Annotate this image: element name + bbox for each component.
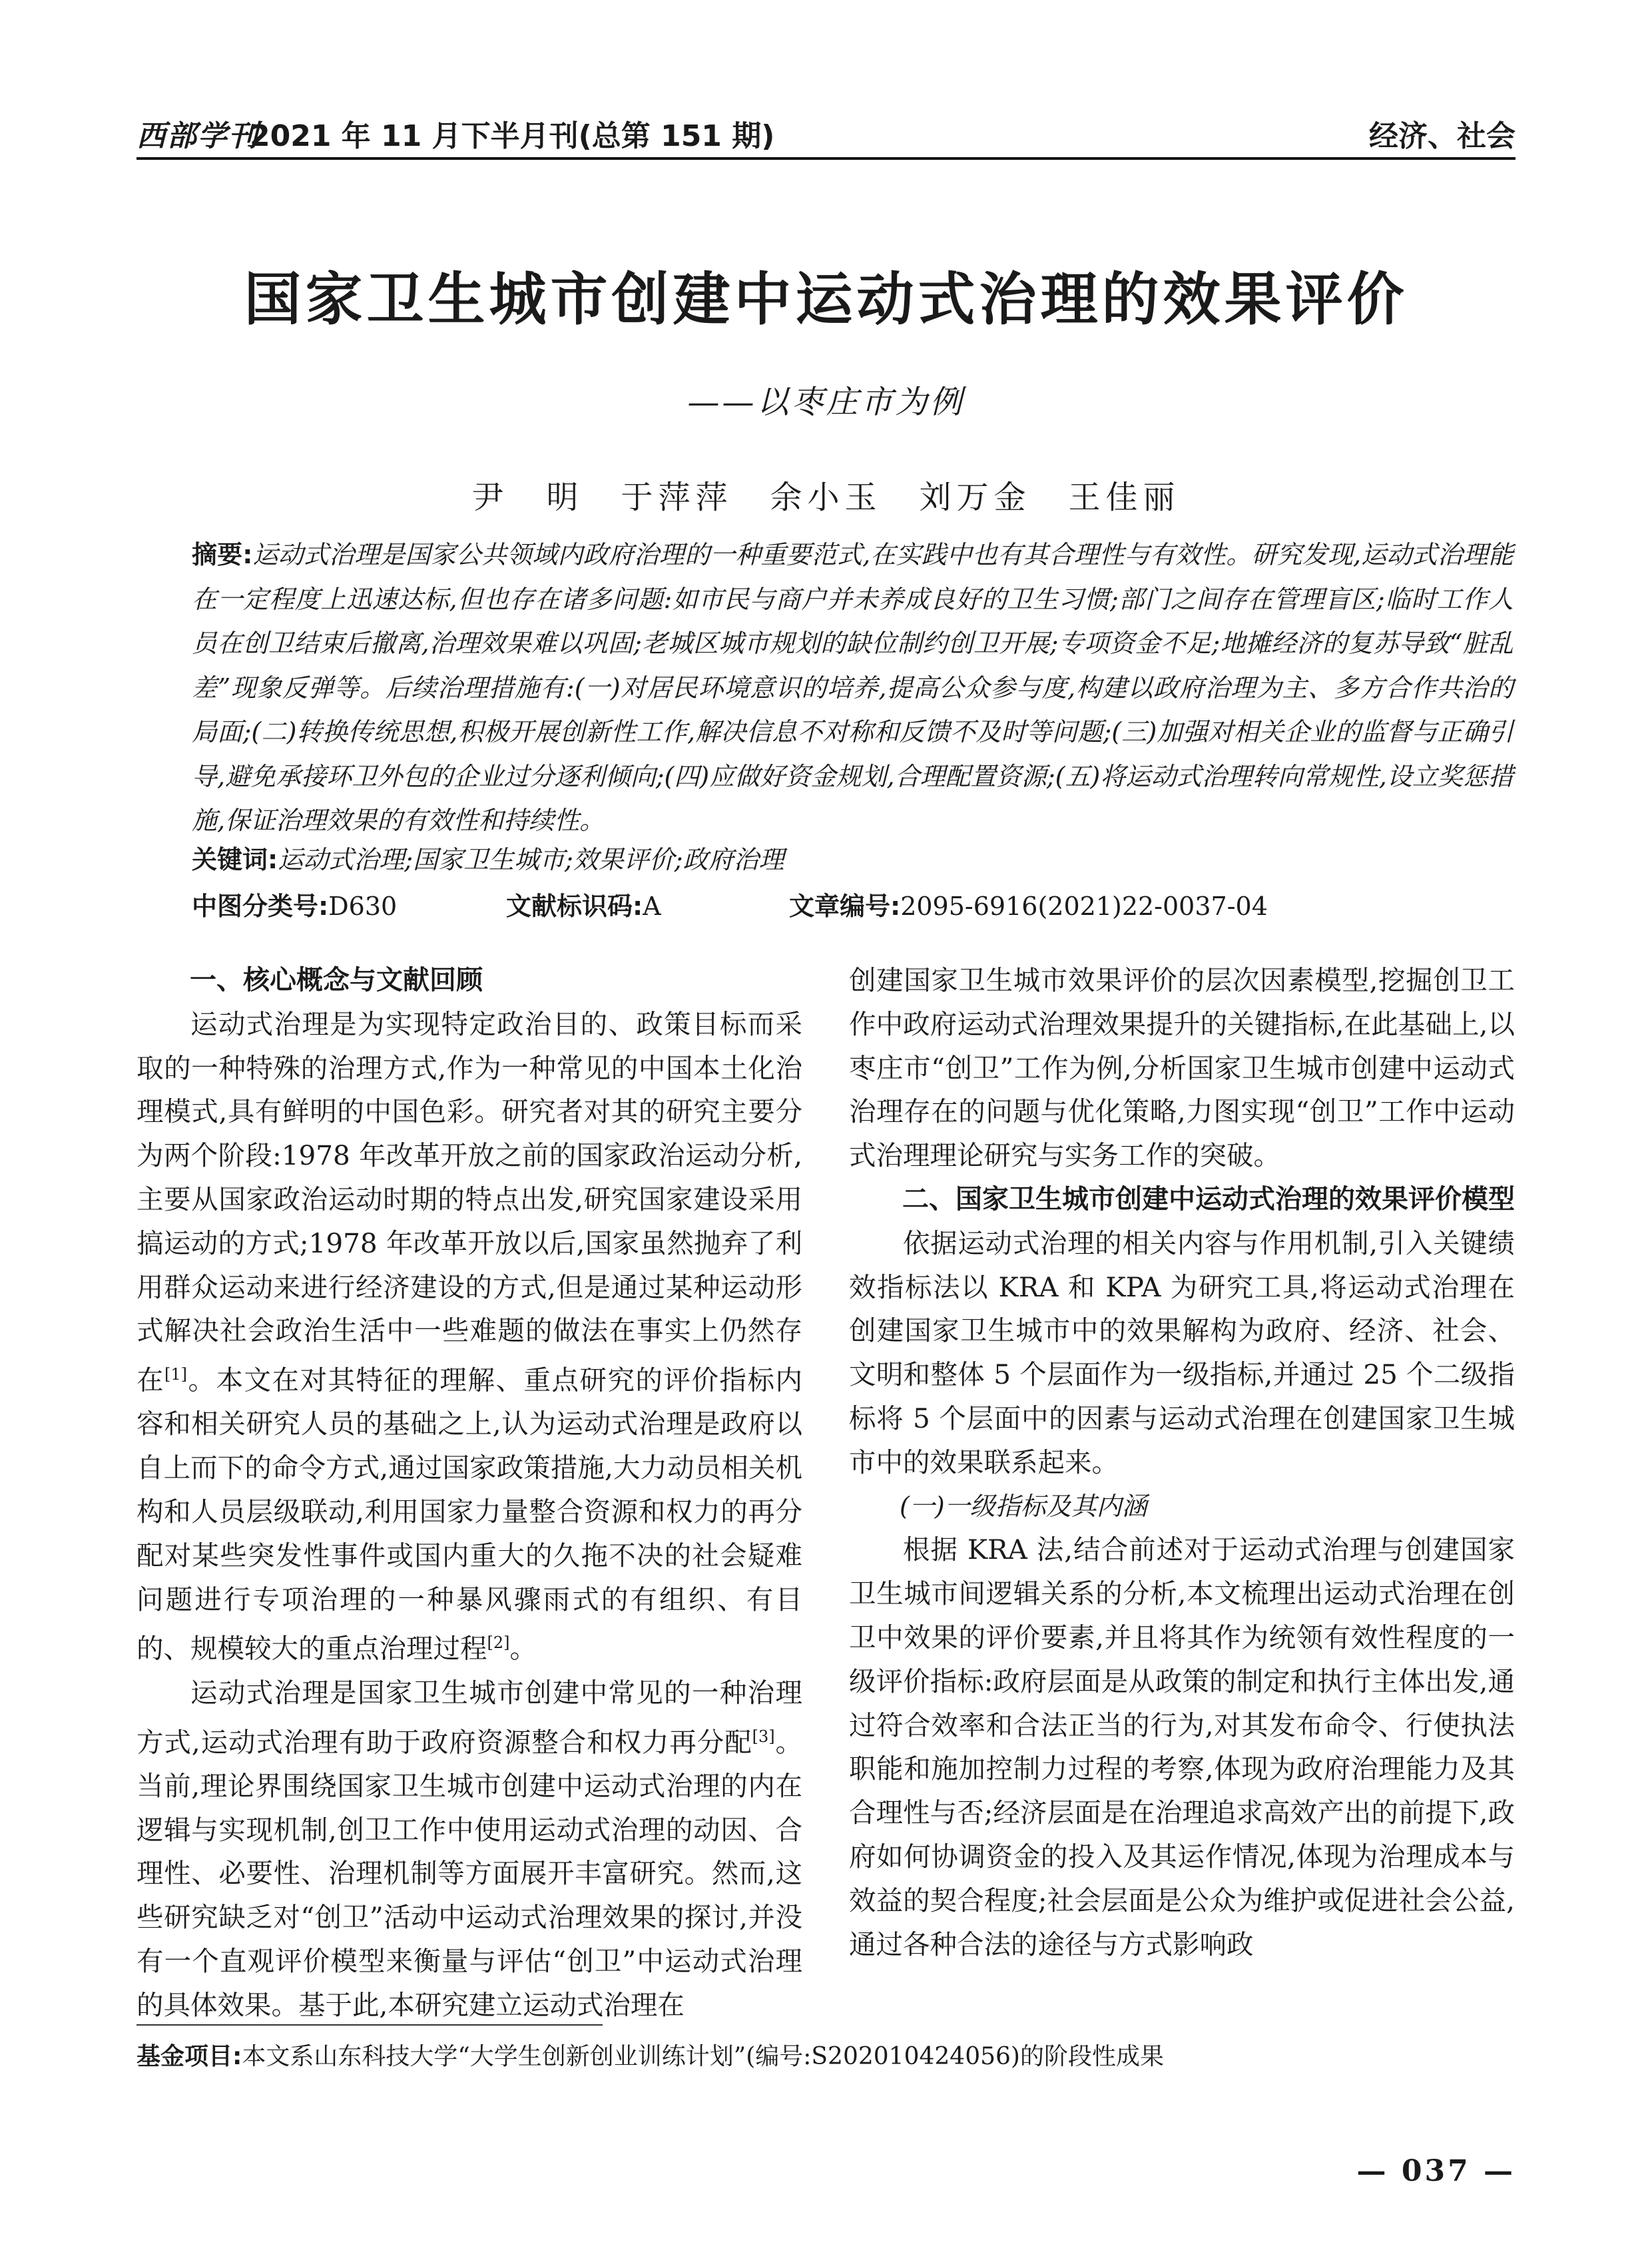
- paragraph-2-continued: 创建国家卫生城市效果评价的层次因素模型,挖掘创卫工作中政府运动式治理效果提升的关键指标,在此基础上,以枣庄市“创卫”工作为例,分析国家卫生城市创建中运动式治理存在的问题与优化策略,力图实现“创卫”工作中运动式治理理论研究与实务工作的突破。: [849, 964, 1515, 1172]
- subsection-heading-1: (一)一级指标及其内涵: [900, 1491, 1147, 1521]
- author-list: 尹 明 于萍萍 余小玉 刘万金 王佳丽: [471, 479, 1181, 516]
- doc-code-label: 文献标识码:: [506, 892, 643, 921]
- clc-number: [192, 886, 397, 922]
- journal-logo: 西部学刊: [137, 119, 259, 153]
- keywords-label: 关键词:: [192, 845, 278, 874]
- article-number: [789, 886, 1268, 922]
- paragraph-1: 运动式治理是为实现特定政治目的、政策目标而采取的一种特殊的治理方式,作为一种常见的中国本土化治理模式,具有鲜明的中国色彩。研究者对其的研究主要分为两个阶段:1978 年改革开放之前的国家政治运动分析,主要从国家政治运动时期的特点出发,研究国家建设采用搞运动的方式;1978 年改革开放以后,国家虽然抛弃了利用群众运动来进行经济建设的方式,但是通过某种运动形式解决社会政治生活中一些难题的做法在事实上仍然存在[1]。本文在对其特征的理解、重点研究的评价指标内容和相关研究人员的基础之上,认为运动式治理是政府以自上而下的命令方式,通过国家政策措施,大力动员相关机构和人员层级联动,利用国家力量整合资源和权力的再分配对某些突发性事件或国内重大的久拖不决的社会疑难问题进行专项治理的一种暴风骤雨式的有组织、有目的、规模较大的重点治理过程[2]。: [137, 1007, 802, 1665]
- keywords-text: 运动式治理;国家卫生城市;效果评价;政府治理: [278, 845, 784, 874]
- paragraph-4: 根据 KRA 法,结合前述对于运动式治理与创建国家卫生城市间逻辑关系的分析,本文梳理出运动式治理在创卫中效果的评价要素,并且将其作为统领有效性程度的一级评价指标:政府层面是从政策的制定和执行主体出发,通过符合效率和合法正当的行为,对其发布命令、行使执法职能和施加控制力过程的考察,体现为政府治理能力及其合理性与否;经济层面是在治理追求高效产出的前提下,政府如何协调资金的投入及其运作情况,体现为治理成本与效益的契合程度;社会层面是公众为维护或促进社会公益,通过各种合法的途径与方式影响政: [849, 1534, 1515, 1960]
- doc-code-value: A: [643, 892, 661, 921]
- article-no-label: 文章编号:: [789, 892, 901, 921]
- abstract-text: 运动式治理是国家公共领域内政府治理的一种重要范式,在实践中也有其合理性与有效性。研究发现,运动式治理能在一定程度上迅速达标,但也存在诸多问题:如市民与商户并未养成良好的卫生习惯;部门之间存在管理盲区;临时工作人员在创卫结束后撤离,治理效果难以巩固;老城区城市规划的缺位制约创卫开展;专项资金不足;地摊经济的复苏导致“脏乱差”现象反弹等。后续治理措施有:(一)对居民环境意识的培养,提高公众参与度,构建以政府治理为主、多方合作共治的局面;(二)转换传统思想,积极开展创新性工作,解决信息不对称和反馈不及时等问题;(三)加强对相关企业的监督与正确引导,避免承接环卫外包的企业过分逐利倾向;(四)应做好资金规划,合理配置资源;(五)将运动式治理转向常规性,设立奖惩措施,保证治理效果的有效性和持续性。: [192, 540, 1514, 835]
- abstract-label: 摘要:: [192, 540, 253, 569]
- section-name: 经济、社会: [1369, 119, 1515, 153]
- paragraph-3: 依据运动式治理的相关内容与作用机制,引入关键绩效指标法以 KRA 和 KPA 为研究工具,将运动式治理在创建国家卫生城市中的效果解构为政府、经济、社会、文明和整体 5 个层面作为一级指标,并通过 25 个二级指标将 5 个层面中的因素与运动式治理在创建国家卫生城市中的效果联系起来。: [849, 1227, 1515, 1478]
- citation-2[interactable]: [2]: [487, 1633, 510, 1653]
- paragraph-2: 运动式治理是国家卫生城市创建中常见的一种治理方式,运动式治理有助于政府资源整合和权力再分配[3]。当前,理论界围绕国家卫生城市创建中运动式治理的内在逻辑与实现机制,创卫工作中使用运动式治理的动因、合理性、必要性、治理机制等方面展开丰富研究。然而,这些研究缺乏对“创卫”活动中运动式治理效果的探讨,并没有一个直观评价模型来衡量与评估“创卫”中运动式治理的具体效果。基于此,本研究建立运动式治理在: [137, 1676, 803, 2021]
- keywords: [192, 839, 1514, 876]
- section-heading-1: 一、核心概念与文献回顾: [190, 965, 483, 995]
- journal-issue: 2021 年 11 月下半月刊(总第 151 期): [250, 119, 775, 153]
- funding-label: 基金项目:: [137, 2043, 242, 2070]
- document-code: [506, 886, 661, 922]
- funding-text: 本文系山东科技大学“大学生创新创业训练计划”(编号:S202010424056)的阶段性成果: [242, 2043, 1164, 2070]
- header-rule: [137, 157, 1515, 160]
- citation-1[interactable]: [1]: [164, 1365, 187, 1384]
- article-no-value: 2095-6916(2021)22-0037-04: [900, 892, 1268, 921]
- clc-label: 中图分类号:: [192, 892, 329, 921]
- article-title: 国家卫生城市创建中运动式治理的效果评价: [244, 266, 1408, 333]
- page-number: — 037 —: [1356, 2154, 1515, 2188]
- article-subtitle: ——以枣庄市为例: [687, 384, 965, 421]
- body-column-right: [849, 959, 1515, 1966]
- abstract: [192, 533, 1514, 843]
- body-column-left: [137, 959, 802, 2028]
- funding-note: [137, 2038, 1164, 2072]
- footnote-rule: [137, 2024, 603, 2026]
- section-heading-2: 二、国家卫生城市创建中运动式治理的效果评价模型: [902, 1183, 1515, 1215]
- clc-value: D630: [328, 892, 398, 921]
- citation-3[interactable]: [3]: [752, 1727, 775, 1746]
